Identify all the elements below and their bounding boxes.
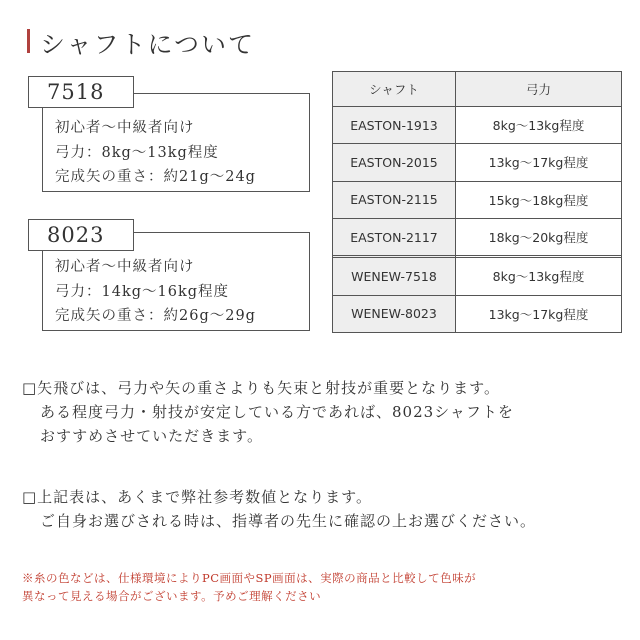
card-model-tag: 8023 <box>28 219 134 251</box>
table-row <box>333 218 622 255</box>
card-level: 初心者〜中級者向け <box>55 259 195 275</box>
cell-bow-weight: 8kg〜13kg程度 <box>456 107 622 144</box>
card-arrow-weight: 完成矢の重さ：約21g〜24g <box>55 169 256 185</box>
cell-shaft: WENEW-8023 <box>333 295 456 332</box>
cell-bow-weight: 15kg〜18kg程度 <box>456 181 622 218</box>
card-model-tag: 7518 <box>28 76 134 108</box>
table-row <box>333 295 622 332</box>
card-arrow-weight: 完成矢の重さ：約26g〜29g <box>55 308 256 324</box>
cell-shaft: EASTON-2115 <box>333 181 456 218</box>
page-title: シャフトについて <box>40 30 256 59</box>
cell-bow-weight: 13kg〜17kg程度 <box>456 144 622 181</box>
cell-shaft: EASTON-2117 <box>333 218 456 255</box>
note-reference-values: □上記表は、あくまで弊社参考数値となります。 <box>22 488 372 506</box>
title-accent-bar <box>27 29 30 53</box>
cell-shaft: EASTON-1913 <box>333 107 456 144</box>
table-row <box>333 107 622 144</box>
table-header-row <box>333 72 622 107</box>
table-row <box>333 144 622 181</box>
header-shaft: シャフト <box>333 72 456 107</box>
note-arrow-flight: □矢飛びは、弓力や矢の重さよりも矢束と射技が重要となります。 <box>22 379 500 397</box>
table-row <box>333 181 622 218</box>
card-level: 初心者〜中級者向け <box>55 120 195 136</box>
color-disclaimer: ※糸の色などは、仕様環境によりPC画面やSP画面は、実際の商品と比較して色味が <box>22 571 477 585</box>
cell-bow-weight: 8kg〜13kg程度 <box>456 258 622 295</box>
cell-bow-weight: 13kg〜17kg程度 <box>456 295 622 332</box>
table-row <box>333 258 622 295</box>
header-bow-weight: 弓力 <box>456 72 622 107</box>
cell-bow-weight: 18kg〜20kg程度 <box>456 218 622 255</box>
shaft-spec-table <box>332 71 622 333</box>
card-bow-weight: 弓力：8kg〜13kg程度 <box>55 145 219 161</box>
cell-shaft: EASTON-2015 <box>333 144 456 181</box>
color-disclaimer: 異なって見える場合がございます。予めご理解ください <box>22 589 322 603</box>
note-arrow-flight: おすすめさせていただきます。 <box>40 427 263 445</box>
cell-shaft: WENEW-7518 <box>333 258 456 295</box>
note-reference-values: ご自身お選びされる時は、指導者の先生に確認の上お選びください。 <box>40 512 537 530</box>
card-bow-weight: 弓力：14kg〜16kg程度 <box>55 284 230 300</box>
note-arrow-flight: ある程度弓力・射技が安定している方であれば、8023シャフトを <box>40 403 514 421</box>
